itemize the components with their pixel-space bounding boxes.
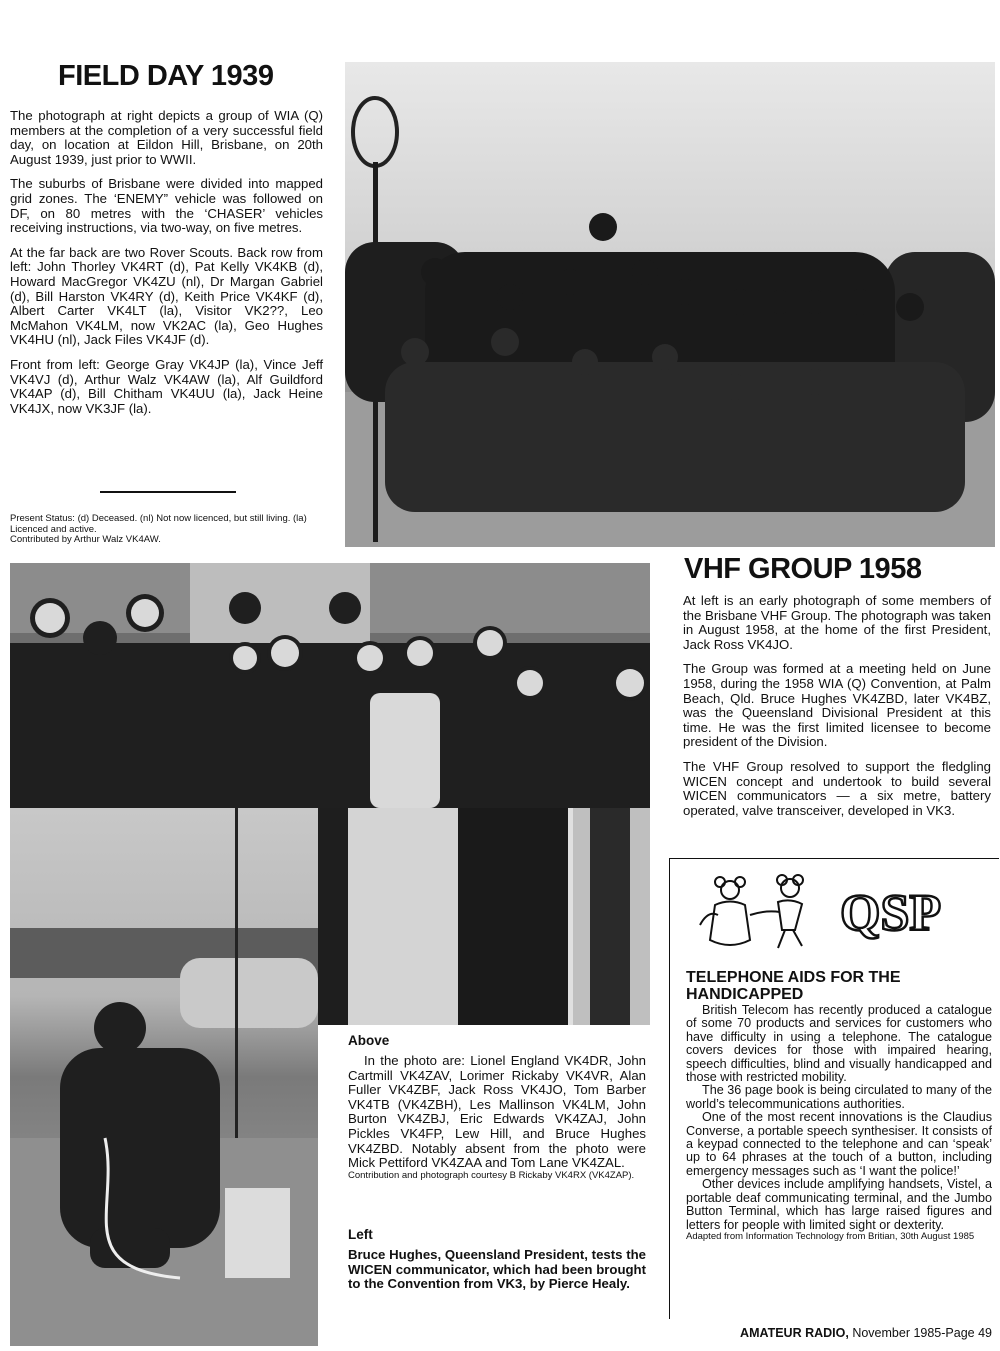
wicen-communicator-photo [10,808,318,1346]
divider-rule [100,491,236,493]
above-caption-credit: Contribution and photograph courtesy B Rickaby VK4RX (VK4ZAP). [348,1169,635,1181]
vhf-group-photo-lower [318,808,650,1025]
field-day-paragraph: The suburbs of Brisbane were divided into mapped grid zones. The ‘ENEMY” vehicle was followed on DF, on 80 metres with the ‘CHASER’ vehicles receiving instructions, via two-way, on five metres. [10,176,323,236]
vhf-group-title: VHF GROUP 1958 [684,553,922,585]
contributed-line: Contributed by Arthur Walz VK4AW. [10,534,161,545]
field-day-paragraph: Front from left: George Gray VK4JP (la), Vince Jeff VK4VJ (d), Arthur Walz VK4AW (la), Alf Guildford VK4AP (d), Bill Chitham VK4UU (la), Jack Heine VK4JX, now VK3JF (la). [10,356,323,416]
left-caption-heading: Left [348,1227,373,1242]
vhf-group-paragraph: At left is an early photograph of some members of the Brisbane VHF Group. The photograph was taken in August 1958, at the home of the first President, Jack Ross VK4JO. [683,593,991,652]
qsp-source: Adapted from Information Technology from Britian, 30th August 1985 [686,1230,975,1242]
qsp-paragraph: British Telecom has recently produced a catalogue of some 70 products and services for customers who have difficulty in using a telephone. The catalogue covers devices for those with impaired hearing, speech difficulties, blind and visually handicapped and those with restricted mobility. [686,1003,992,1085]
left-caption-text: Bruce Hughes, Queensland President, tests the WICEN communicator, which had been brought to the Convention from VK3, by Pierce Healy. [348,1247,646,1292]
above-caption-heading: Above [348,1033,390,1048]
above-caption [348,1033,646,1181]
qsp-logo-text: QSP [840,885,942,942]
dancing-mice-illustration [690,870,990,960]
footer-magazine: AMATEUR RADIO, [740,1326,849,1340]
field-day-paragraph: The photograph at right depicts a group of WIA (Q) members at the completion of a very successful field day, on location at Eildon Hill, Brisbane, on 20th August 1939, just prior to WWII. [10,108,323,167]
vhf-group-paragraph: The Group was formed at a meeting held on June 1958, during the 1958 WIA (Q) Convention, at Palm Beach, Qld. Bruce Hughes VK4ZBD, later VK4BZ, was the Queensland Divisional President at this time. He was the first limited licensee to become president of the Division. [683,661,991,750]
qsp-article-title: TELEPHONE AIDS FOR THE HANDICAPPED [686,969,901,1003]
qsp-paragraph: The 36 page book is being circulated to many of the world’s telecommunications authorities. [686,1083,992,1111]
qsp-paragraph: Other devices include amplifying handsets, Vistel, a portable deaf communicating terminal, and the Jumbo Button Terminal, which has large raised figures and letters for people with limited sight or dexterity. [686,1177,992,1232]
status-line: Present Status: (d) Deceased. (nl) Not now licenced, but still living. (la) Licenced and active. [10,513,307,535]
field-day-group-photo [345,62,995,547]
field-day-article [10,109,323,426]
left-caption [348,1227,646,1292]
qsp-article-body [686,1004,992,1242]
above-caption-text: In the photo are: Lionel England VK4DR, John Cartmill VK4ZAV, Lorimer Rickaby VK4VR, Alan Fuller VK4ZBF, Jack Ross VK4JO, Tom Barber VK4TB (VK4ZBH), Les Mallinson VK4LM, John Burton VK4ZBJ, Eric Edwards VK4ZAJ, John Pickles VK4FP, Lew Hill, and Bruce Hughes VK4ZBD. Notably absent from the photo were Mick Pettiford VK4ZAA and Tom Lane VK4ZAL. [348,1053,646,1171]
vhf-group-article [683,594,991,828]
field-day-title: FIELD DAY 1939 [58,60,274,92]
qsp-paragraph: One of the most recent innovations is the Claudius Converse, a portable speech synthesiser. It consists of a keypad connected to the telephone and can ‘speak’ up to 64 phrases at the touch of a button, including emergency messages such as ‘I want the police!’ [686,1110,992,1178]
field-day-paragraph: At the far back are two Rover Scouts. Back row from left: John Thorley VK4RT (d), Pat Kelly VK4KB (d), Howard MacGregor VK4ZU (nl), Dr Margan Gabriel (d), Bill Harston VK4RY (d), Keith Price VK4KF (d), Albert Carter VK4LT (la), Visitor VK2??, Leo McMahon VK4LM, now VK2AC (la), Geo Hughes VK4HU (nl), Jack Files VK4JF (d). [10,244,323,348]
footer-date-page: November 1985-Page 49 [848,1326,992,1340]
qsp-logo [690,870,990,960]
page-footer [740,1326,992,1340]
vhf-group-paragraph: The VHF Group resolved to support the fledgling WICEN concept and undertook to build several WICEN communicators — a six metre, battery operated, valve transceiver, developed in VK3. [683,758,991,818]
vhf-group-photo [10,563,650,808]
status-legend [10,514,330,546]
